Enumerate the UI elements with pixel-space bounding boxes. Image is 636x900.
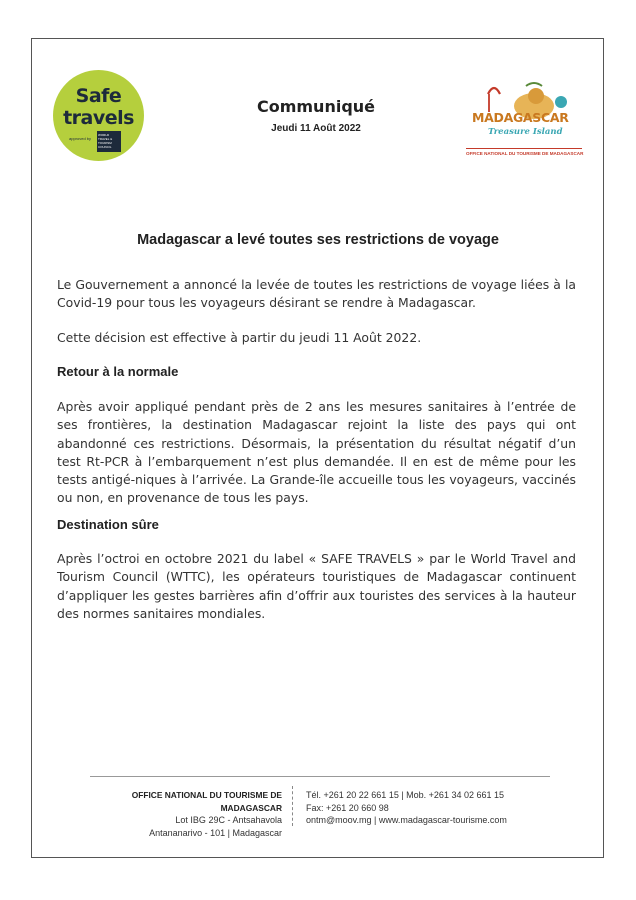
badge-line1: Safe [75, 85, 122, 107]
headline: Madagascar a levé toutes ses restrictions de voyage [137, 232, 499, 248]
footer-divider [90, 776, 550, 777]
footer-address2: Antananarivo - 101 | Madagascar [149, 827, 282, 838]
footer-org: OFFICE NATIONAL DU TOURISME DE MADAGASCAR [131, 790, 282, 813]
footer-address1: Lot IBG 29C - Antsahavola [175, 815, 282, 825]
footer-contact: ontm@moov.mg | www.madagascar-tourisme.com [306, 815, 507, 825]
footer-contact-block [306, 789, 556, 827]
paragraph-intro: Le Gouvernement a annoncé la levée de toutes les restrictions de voyage liées à la Covid-19 pour tous les voyageurs désirant se rendre à Madagascar. [57, 277, 576, 311]
logo-wordmark: MADAGASCAR [472, 110, 569, 125]
wttc-logo: WORLD TRAVEL & TOURISM COUNCIL [97, 131, 121, 152]
badge-approved: approved by [69, 136, 92, 141]
madagascar-logo [466, 80, 584, 162]
logo-tagline: Treasure Island [488, 127, 563, 137]
page-title: Communiqué [256, 97, 376, 116]
heading-retour: Retour à la normale [57, 364, 179, 379]
paragraph-retour: Après avoir appliqué pendant près de 2 ans les mesures sanitaires à l’entrée de ses frontières, la destination Madagascar rejoint la liste des pays qui ont abandonné ces restrictions. Désormais, la présentation du résultat négatif d’un test Rt-PCR à l’embarquement n’est plus demandée. Il en est de même pour les tests antigé-niques à l’arrivée. La Grande-île accueille tous les voyageurs, vaccinés ou non, en provenance de tous les pays. [57, 399, 576, 506]
footer-address-block [90, 789, 282, 839]
footer-fax: Fax: +261 20 660 98 [306, 802, 389, 813]
footer-phone: Tél. +261 20 22 661 15 | Mob. +261 34 02 661 15 [306, 790, 504, 800]
safe-travels-logo [53, 70, 144, 161]
paragraph-destination: Après l’octroi en octobre 2021 du label « SAFE TRAVELS » par le World Travel and Tourism Council (WTTC), les opérateurs touristiques de Madagascar continuent d’appliquer les gestes barrières afin d’offrir aux touristes des services à la hauteur des normes sanitaires mondiales. [57, 551, 576, 621]
badge-line2: travels [63, 107, 134, 129]
document-date: Jeudi 11 Août 2022 [271, 123, 361, 134]
paragraph-effective: Cette décision est effective à partir du jeudi 11 Août 2022. [57, 330, 422, 345]
logo-divider [466, 148, 582, 149]
heading-destination: Destination sûre [57, 517, 159, 532]
logo-office: OFFICE NATIONAL DU TOURISME DE MADAGASCAR [466, 151, 584, 156]
footer-separator [292, 786, 293, 826]
